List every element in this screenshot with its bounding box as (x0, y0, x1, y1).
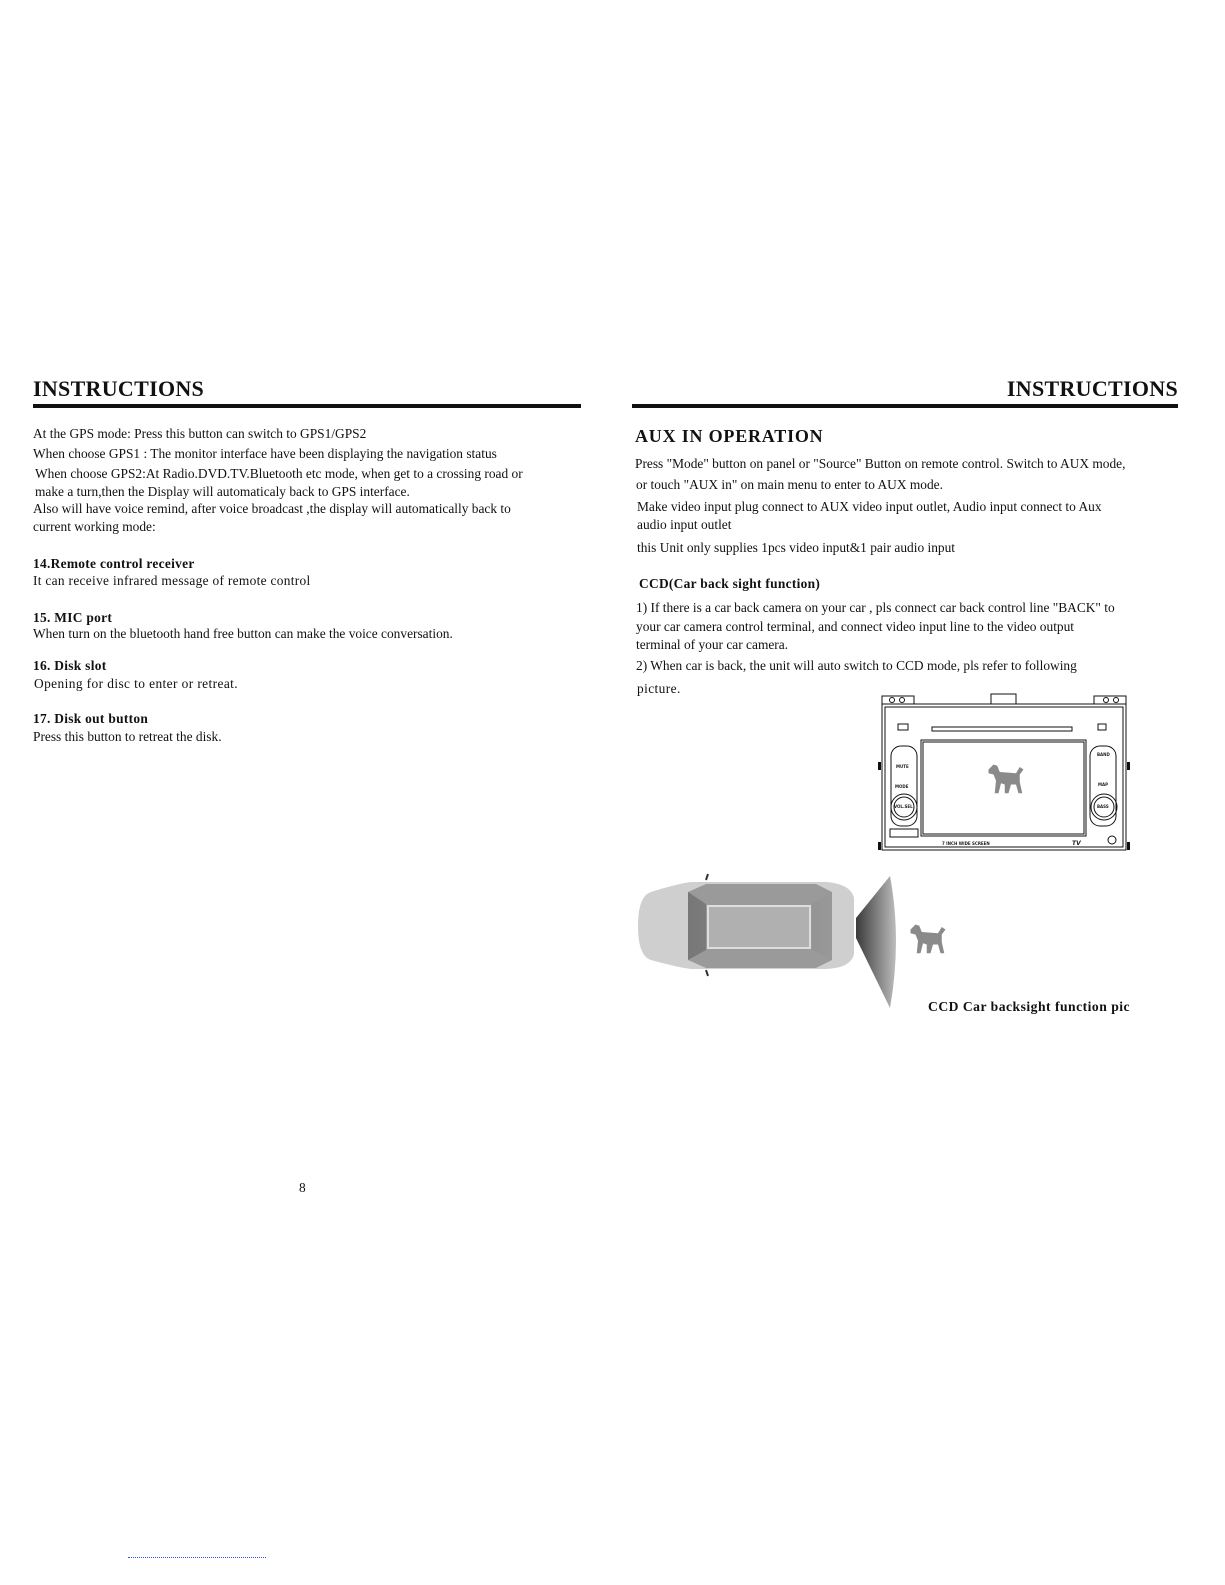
item-text: Press this button to retreat the disk. (33, 729, 222, 744)
ccd-line: your car camera control terminal, and connect video input line to the video output (636, 619, 1075, 634)
intro-line: When choose GPS2:At Radio.DVD.TV.Bluetooth etc mode, when get to a crossing road or (35, 466, 523, 481)
aux-line: this Unit only supplies 1pcs video input&1 pair audio input (637, 540, 956, 555)
map-label: MAP (1098, 782, 1109, 787)
dog-icon (911, 925, 946, 954)
screen-size-label: 7 INCH WIDE SCREEN (942, 841, 990, 846)
aux-line: or touch "AUX in" on main menu to enter to AUX mode. (636, 477, 943, 492)
intro-line: make a turn,then the Display will automaticaly back to GPS interface. (35, 484, 410, 499)
head-unit-illustration (876, 692, 1132, 854)
left-header-rule (33, 404, 581, 408)
item-title: 16. Disk slot (33, 658, 107, 673)
intro-line: When choose GPS1 : The monitor interface have been displaying the navigation status (33, 446, 497, 461)
right-header-rule (632, 404, 1178, 408)
figure-caption: CCD Car backsight function pic (928, 999, 1131, 1014)
intro-line: At the GPS mode: Press this button can switch to GPS1/GPS2 (33, 426, 367, 441)
ccd-line: picture. (637, 681, 681, 696)
left-header: INSTRUCTIONS (33, 376, 205, 401)
ccd-line: 1) If there is a car back camera on your car , pls connect car back control line "BACK" to (636, 600, 1115, 615)
dotted-link-underline (128, 1557, 266, 1558)
vol-sel-label: VOL.SEL (894, 804, 913, 809)
mode-label: MODE (895, 784, 909, 789)
aux-line: Make video input plug connect to AUX video input outlet, Audio input connect to Aux (637, 499, 1102, 514)
item-text: Opening for disc to enter or retreat. (34, 676, 239, 691)
right-header: INSTRUCTIONS (1006, 376, 1178, 401)
item-title: 17. Disk out button (33, 711, 149, 726)
car-backsight-diagram (636, 870, 966, 1020)
ccd-section-title: CCD(Car back sight function) (639, 576, 821, 591)
page-number: 8 (299, 1180, 306, 1195)
aux-line: Press "Mode" button on panel or "Source" Button on remote control. Switch to AUX mode, (635, 456, 1126, 471)
mute-label: MUTE (896, 764, 909, 769)
dog-on-screen-icon (989, 765, 1024, 794)
intro-line: current working mode: (33, 519, 156, 534)
item-text: It can receive infrared message of remote control (33, 573, 311, 588)
tv-label: TV (1072, 840, 1081, 847)
ccd-line: terminal of your car camera. (636, 637, 789, 652)
camera-view-cone (856, 876, 896, 1008)
item-title: 14.Remote control receiver (33, 556, 195, 571)
band-label: BAND (1097, 752, 1110, 757)
ccd-line: 2) When car is back, the unit will auto switch to CCD mode, pls refer to following (636, 658, 1077, 673)
aux-section-title: AUX IN OPERATION (635, 426, 824, 446)
bass-label: BASS (1097, 804, 1109, 809)
aux-line: audio input outlet (637, 517, 732, 532)
item-title: 15. MIC port (33, 610, 113, 625)
intro-line: Also will have voice remind, after voice broadcast ,the display will automatically back to (33, 501, 511, 516)
item-text: When turn on the bluetooth hand free button can make the voice conversation. (33, 626, 453, 641)
head-unit-frame (876, 692, 1132, 854)
